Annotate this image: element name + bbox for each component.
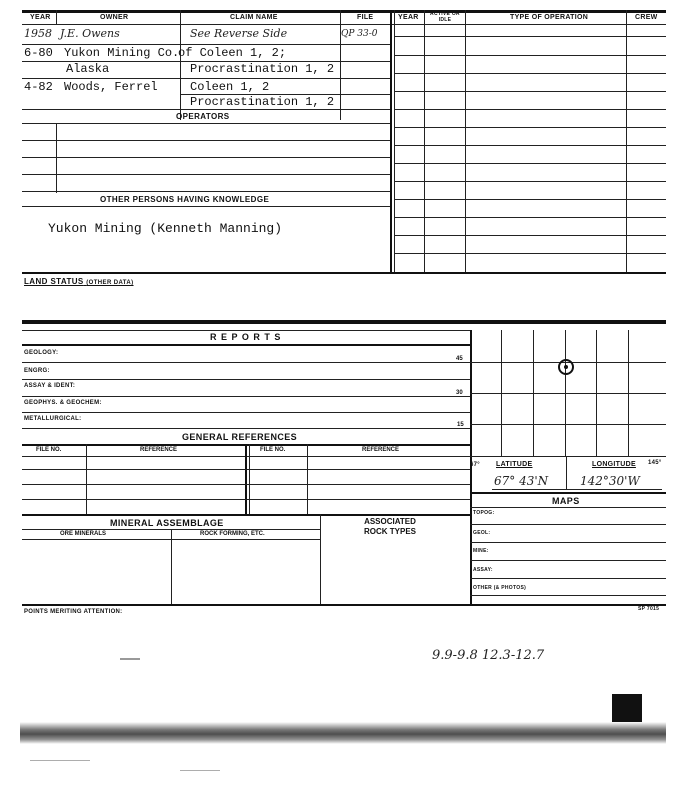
- ref-col-reference: REFERENCE: [140, 447, 178, 453]
- owner-name: J.E. Owens: [60, 27, 120, 40]
- operators-heading: OPERATORS: [176, 112, 230, 121]
- long-prefix: 145°: [648, 460, 662, 466]
- mineral-assemblage-heading: MINERAL ASSEMBLAGE: [110, 518, 224, 528]
- report-label-geology: GEOLOGY:: [24, 350, 59, 356]
- rock-forming-col: ROCK FORMING, ETC.: [200, 531, 265, 537]
- report-label-assay: ASSAY & IDENT:: [24, 383, 76, 389]
- owner-name: Yukon Mining Co.: [64, 46, 180, 60]
- col-header-crew: CREW: [635, 14, 658, 21]
- owner-name: Alaska: [66, 62, 110, 76]
- col-header-active-idle: ACTIVE OR IDLE: [430, 11, 460, 23]
- owner-year: 1958: [24, 27, 52, 40]
- associated-rock-types-heading: ASSOCIATED ROCK TYPES: [363, 517, 416, 536]
- scan-smudge: [20, 722, 666, 744]
- latitude-label: LATITUDE: [496, 461, 533, 468]
- land-status-heading: [24, 277, 134, 286]
- col-header-file: FILE: [357, 14, 374, 21]
- report-label-metallurgical: METALLURGICAL:: [24, 416, 82, 422]
- lat-prefix: 67°: [470, 462, 480, 468]
- longitude-label: LONGITUDE: [592, 461, 636, 468]
- owner-year: 6-80: [24, 46, 53, 60]
- maps-heading: MAPS: [552, 496, 580, 506]
- col-header-owner: OWNER: [100, 14, 129, 21]
- claim-name: Procrastination 1, 2: [190, 95, 335, 109]
- maps-other: OTHER (& PHOTOS): [473, 585, 527, 591]
- ref-col-reference-2: REFERENCE: [362, 447, 400, 453]
- maps-mine: MINE:: [473, 548, 489, 554]
- maps-assay: ASSAY:: [473, 567, 493, 573]
- points-meriting-attention: POINTS MERITING ATTENTION:: [24, 609, 123, 615]
- maps-topog: TOPOG:: [473, 510, 495, 516]
- ref-col-file-no: FILE NO.: [36, 447, 62, 453]
- report-num: 45: [456, 356, 463, 362]
- other-persons-heading: OTHER PERSONS HAVING KNOWLEDGE: [100, 195, 270, 204]
- latitude-value: 67° 43'N: [494, 474, 549, 488]
- report-num: 15: [457, 422, 464, 428]
- file-number: QP 33-0: [341, 29, 378, 39]
- location-target-icon: [558, 359, 574, 375]
- ref-col-file-no-2: FILE NO.: [260, 447, 286, 453]
- col-header-type-operation: TYPE OF OPERATION: [510, 14, 589, 21]
- claim-name: Procrastination 1, 2: [190, 62, 335, 76]
- report-label-engrg: ENGRG:: [24, 368, 50, 374]
- owner-year: 4-82: [24, 80, 53, 94]
- report-label-geophys: GEOPHYS. & GEOCHEM:: [24, 400, 102, 406]
- report-num: 30: [456, 390, 463, 396]
- maps-geol: GEOL:: [473, 530, 491, 536]
- col-header-claim-name: CLAIM NAME: [230, 14, 278, 21]
- col-header-year: YEAR: [30, 14, 51, 21]
- col-header-year-right: YEAR: [398, 14, 419, 21]
- longitude-value: 142°30'W: [580, 474, 640, 488]
- claim-name: See Reverse Side: [190, 27, 288, 40]
- land-status-label: LAND STATUS: [24, 277, 84, 286]
- handwritten-annotation: 9.9-9.8 12.3-12.7: [432, 648, 545, 663]
- owner-name: Woods, Ferrel: [64, 80, 158, 94]
- form-number: SP 7015: [638, 606, 660, 612]
- reports-heading: R E P O R T S: [210, 332, 282, 342]
- ore-minerals-col: ORE MINERALS: [60, 531, 107, 537]
- general-references-heading: GENERAL REFERENCES: [182, 432, 298, 442]
- other-persons-value: Yukon Mining (Kenneth Manning): [48, 221, 283, 236]
- land-status-sublabel: (OTHER DATA): [86, 280, 134, 286]
- claim-name: of Coleen 1, 2;: [178, 46, 287, 60]
- claim-name: Coleen 1, 2: [190, 80, 270, 94]
